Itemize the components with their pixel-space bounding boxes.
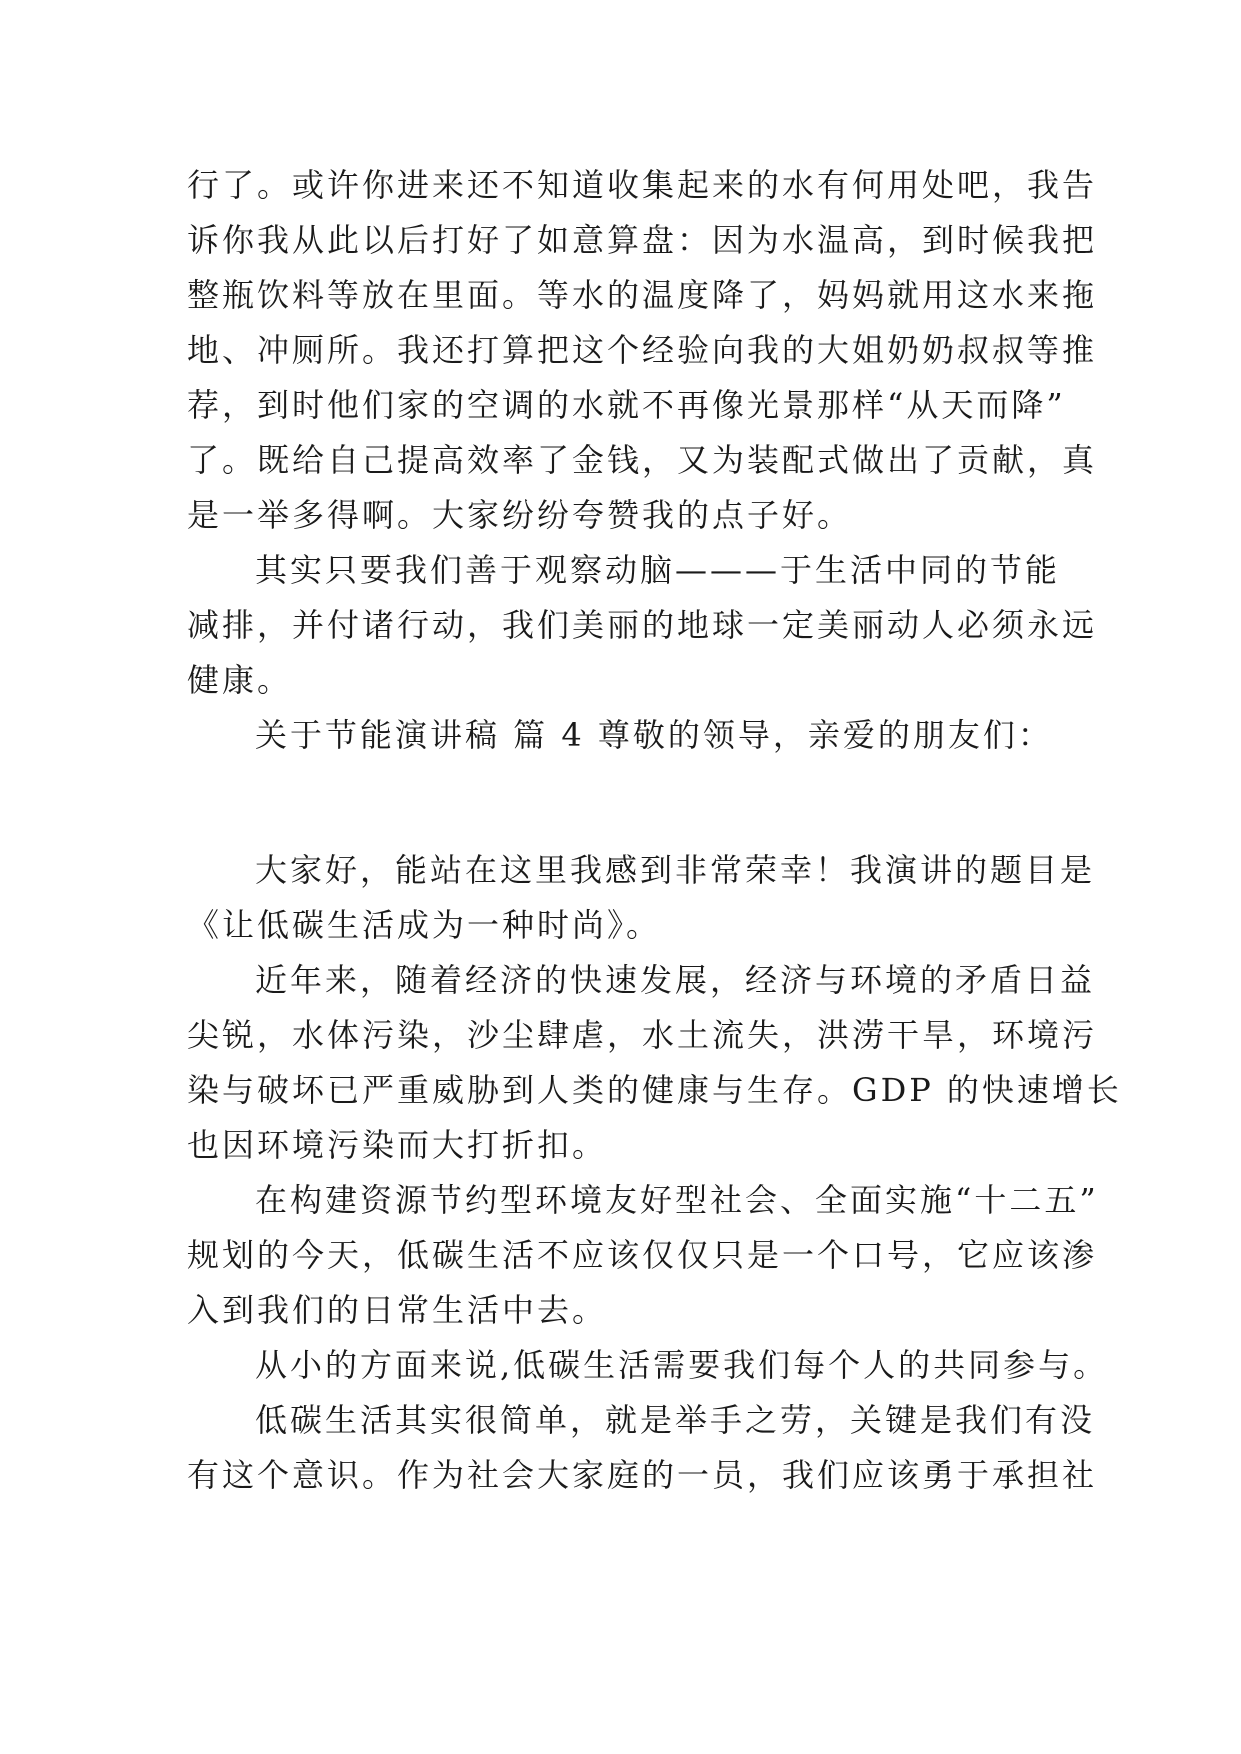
text-line: 健康。 [187,661,293,699]
text-line: 从小的方面来说,低碳生活需要我们每个人的共同参与。 [255,1346,1109,1384]
text-line: 是一举多得啊。大家纷纷夸赞我的点子好。 [187,496,853,534]
paragraph-1 [187,158,1098,543]
text-line: 在构建资源节约型环境友好型社会、全面实施“十二五” [255,1181,1099,1219]
paragraph-5 [187,953,1122,1173]
text-line: 荐，到时他们家的空调的水就不再像光景那样“从天而降” [187,386,1066,424]
paragraph-8 [187,1393,1098,1503]
text-line: 减排，并付诸行动，我们美丽的地球一定美丽动人必须永远 [187,606,1098,644]
text-line: 尖锐，水体污染，沙尘肆虐，水土流失，洪涝干旱，环境污 [187,1016,1098,1054]
paragraph-4 [187,843,1096,953]
text-line: 低碳生活其实很简单，就是举手之劳，关键是我们有没 [255,1401,1096,1439]
section-heading [187,708,1053,763]
text-line: 大家好，能站在这里我感到非常荣幸！我演讲的题目是 [255,851,1096,889]
text-line: 规划的今天，低碳生活不应该仅仅只是一个口号，它应该渗 [187,1236,1098,1274]
text-line: 其实只要我们善于观察动脑———于生活中同的节能 [255,551,1061,589]
text-line: 地、冲厕所。我还打算把这个经验向我的大姐奶奶叔叔等推 [187,331,1098,369]
text-line: 整瓶饮料等放在里面。等水的温度降了，妈妈就用这水来拖 [187,276,1098,314]
paragraph-6 [187,1173,1099,1338]
text-line: 也因环境污染而大打折扣。 [187,1126,608,1164]
document-body [187,158,1122,1503]
text-line: 了。既给自己提高效率了金钱，又为装配式做出了贡献，真 [187,441,1098,479]
text-line: 入到我们的日常生活中去。 [187,1291,608,1329]
heading-line: 关于节能演讲稿 篇 4 尊敬的领导，亲爱的朋友们： [255,716,1053,754]
text-line: 诉你我从此以后打好了如意算盘：因为水温高，到时候我把 [187,221,1098,259]
text-line: 有这个意识。作为社会大家庭的一员，我们应该勇于承担社 [187,1456,1098,1494]
blank-gap [187,763,1047,843]
paragraph-2 [187,543,1098,708]
text-line: 染与破坏已严重威胁到人类的健康与生存。GDP 的快速增长 [187,1071,1122,1109]
text-line: 近年来，随着经济的快速发展，经济与环境的矛盾日益 [255,961,1096,999]
text-line: 行了。或许你进来还不知道收集起来的水有何用处吧，我告 [187,166,1098,204]
text-line: 《让低碳生活成为一种时尚》。 [187,906,662,944]
paragraph-7 [187,1338,1109,1393]
